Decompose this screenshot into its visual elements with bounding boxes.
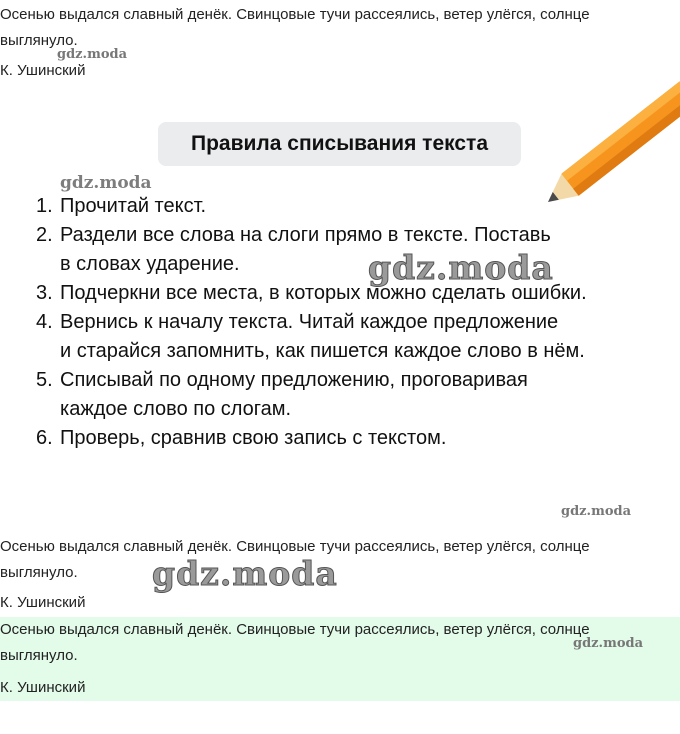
pencil-icon	[540, 80, 680, 210]
watermark: gdz.moda	[60, 173, 152, 193]
rule-text: Вернись к началу текста. Читай каждое предложение и старайся запомнить, как пишется каждое слово в нём.	[60, 311, 585, 362]
rule-text: Прочитай текст.	[60, 195, 207, 217]
quote-block-1	[0, 2, 680, 84]
rule-item	[36, 279, 587, 308]
rule-number: 4.	[36, 311, 53, 333]
rule-text: Списывай по одному предложению, проговаривая каждое слово по слогам.	[60, 369, 528, 420]
rules-title-box	[158, 122, 521, 166]
quote-author: К. Ушинский	[0, 62, 86, 79]
watermark: gdz.moda	[152, 554, 338, 593]
rule-number: 6.	[36, 427, 53, 449]
rule-number: 2.	[36, 224, 53, 246]
watermark: gdz.moda	[561, 504, 632, 519]
quote-block-2	[0, 534, 680, 616]
rule-text: Подчеркни все места, в которых можно сделать ошибки.	[60, 282, 587, 304]
quote-text: Осенью выдался славный денёк. Свинцовые тучи рассеялись, ветер улёгся, солнце выглянуло.	[0, 538, 590, 581]
rule-item	[36, 424, 587, 453]
rule-text: Раздели все слова на слоги прямо в тексте. Поставь в словах ударение.	[60, 224, 551, 275]
watermark: gdz.moda	[57, 47, 128, 62]
watermark: gdz.moda	[368, 248, 554, 287]
rules-title: Правила списывания текста	[191, 132, 488, 155]
quote-block-3-highlighted	[0, 617, 680, 701]
rule-item	[36, 192, 587, 221]
rules-list	[36, 192, 587, 453]
quote-author: К. Ушинский	[0, 679, 86, 696]
watermark: gdz.moda	[573, 636, 644, 651]
rule-number: 3.	[36, 282, 53, 304]
quote-text: Осенью выдался славный денёк. Свинцовые тучи рассеялись, ветер улёгся, солнце выглянуло.	[0, 621, 590, 664]
rule-item	[36, 221, 587, 279]
rule-text: Проверь, сравнив свою запись с текстом.	[60, 427, 447, 449]
rule-number: 5.	[36, 369, 53, 391]
rule-item	[36, 366, 587, 424]
quote-text: Осенью выдался славный денёк. Свинцовые тучи рассеялись, ветер улёгся, солнце выглянуло.	[0, 6, 590, 49]
rule-item	[36, 308, 587, 366]
rule-number: 1.	[36, 195, 53, 217]
quote-author: К. Ушинский	[0, 594, 86, 611]
